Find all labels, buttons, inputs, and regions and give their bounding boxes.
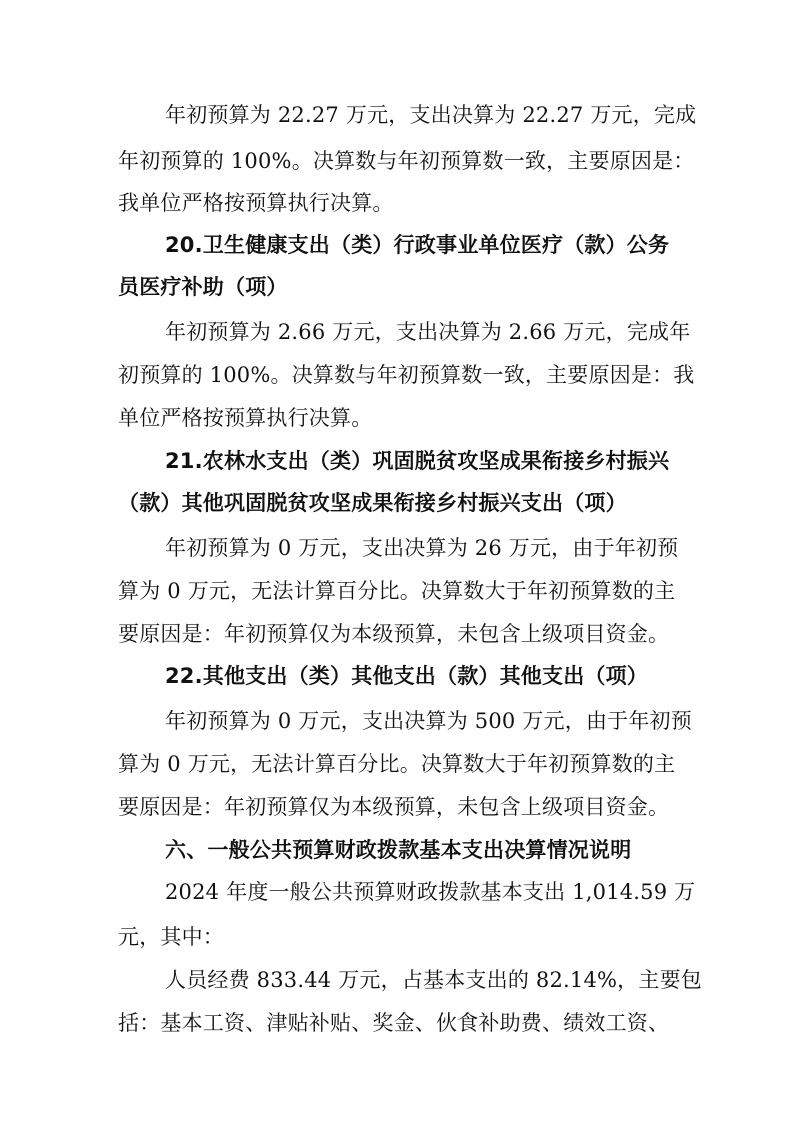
paragraph-line: 括：基本工资、津贴补贴、奖金、伙食补助费、绩效工资、 bbox=[118, 1011, 670, 1035]
paragraph-line: 年初预算的 100%。决算数与年初预算数一致，主要原因是： bbox=[118, 149, 695, 173]
section-heading: 六、一般公共预算财政拨款基本支出决算情况说明 bbox=[165, 838, 632, 862]
paragraph-line: 要原因是：年初预算仅为本级预算，未包含上级项目资金。 bbox=[118, 795, 670, 819]
paragraph-line: 年初预算为 2.66 万元，支出决算为 2.66 万元，完成年 bbox=[165, 320, 691, 344]
section-heading: 员医疗补助（项） bbox=[118, 275, 288, 299]
paragraph-line: 算为 0 万元，无法计算百分比。决算数大于年初预算数的主 bbox=[118, 579, 676, 603]
section-heading: 20.卫生健康支出（类）行政事业单位医疗（款）公务 bbox=[165, 233, 670, 257]
section-heading: 22.其他支出（类）其他支出（款）其他支出（项） bbox=[165, 664, 648, 688]
paragraph-line: 单位严格按预算执行决算。 bbox=[118, 406, 373, 430]
paragraph-line: 算为 0 万元，无法计算百分比。决算数大于年初预算数的主 bbox=[118, 752, 676, 776]
section-heading: （款）其他巩固脱贫攻坚成果衔接乡村振兴支出（项） bbox=[118, 491, 627, 515]
paragraph-line: 元，其中： bbox=[118, 925, 224, 949]
paragraph-line: 年初预算为 0 万元，支出决算为 26 万元，由于年初预 bbox=[165, 536, 679, 560]
section-heading: 21.农林水支出（类）巩固脱贫攻坚成果衔接乡村振兴 bbox=[165, 449, 670, 473]
paragraph-line: 要原因是：年初预算仅为本级预算，未包含上级项目资金。 bbox=[118, 622, 670, 646]
paragraph-line: 人员经费 833.44 万元，占基本支出的 82.14%，主要包 bbox=[165, 968, 702, 992]
paragraph-line: 我单位严格按预算执行决算。 bbox=[118, 191, 394, 215]
paragraph-line: 2024 年度一般公共预算财政拨款基本支出 1,014.59 万 bbox=[165, 880, 696, 904]
paragraph-line: 年初预算为 22.27 万元，支出决算为 22.27 万元，完成 bbox=[165, 103, 697, 127]
paragraph-line: 初预算的 100%。决算数与年初预算数一致，主要原因是：我 bbox=[118, 363, 695, 387]
paragraph-line: 年初预算为 0 万元，支出决算为 500 万元，由于年初预 bbox=[165, 709, 692, 733]
